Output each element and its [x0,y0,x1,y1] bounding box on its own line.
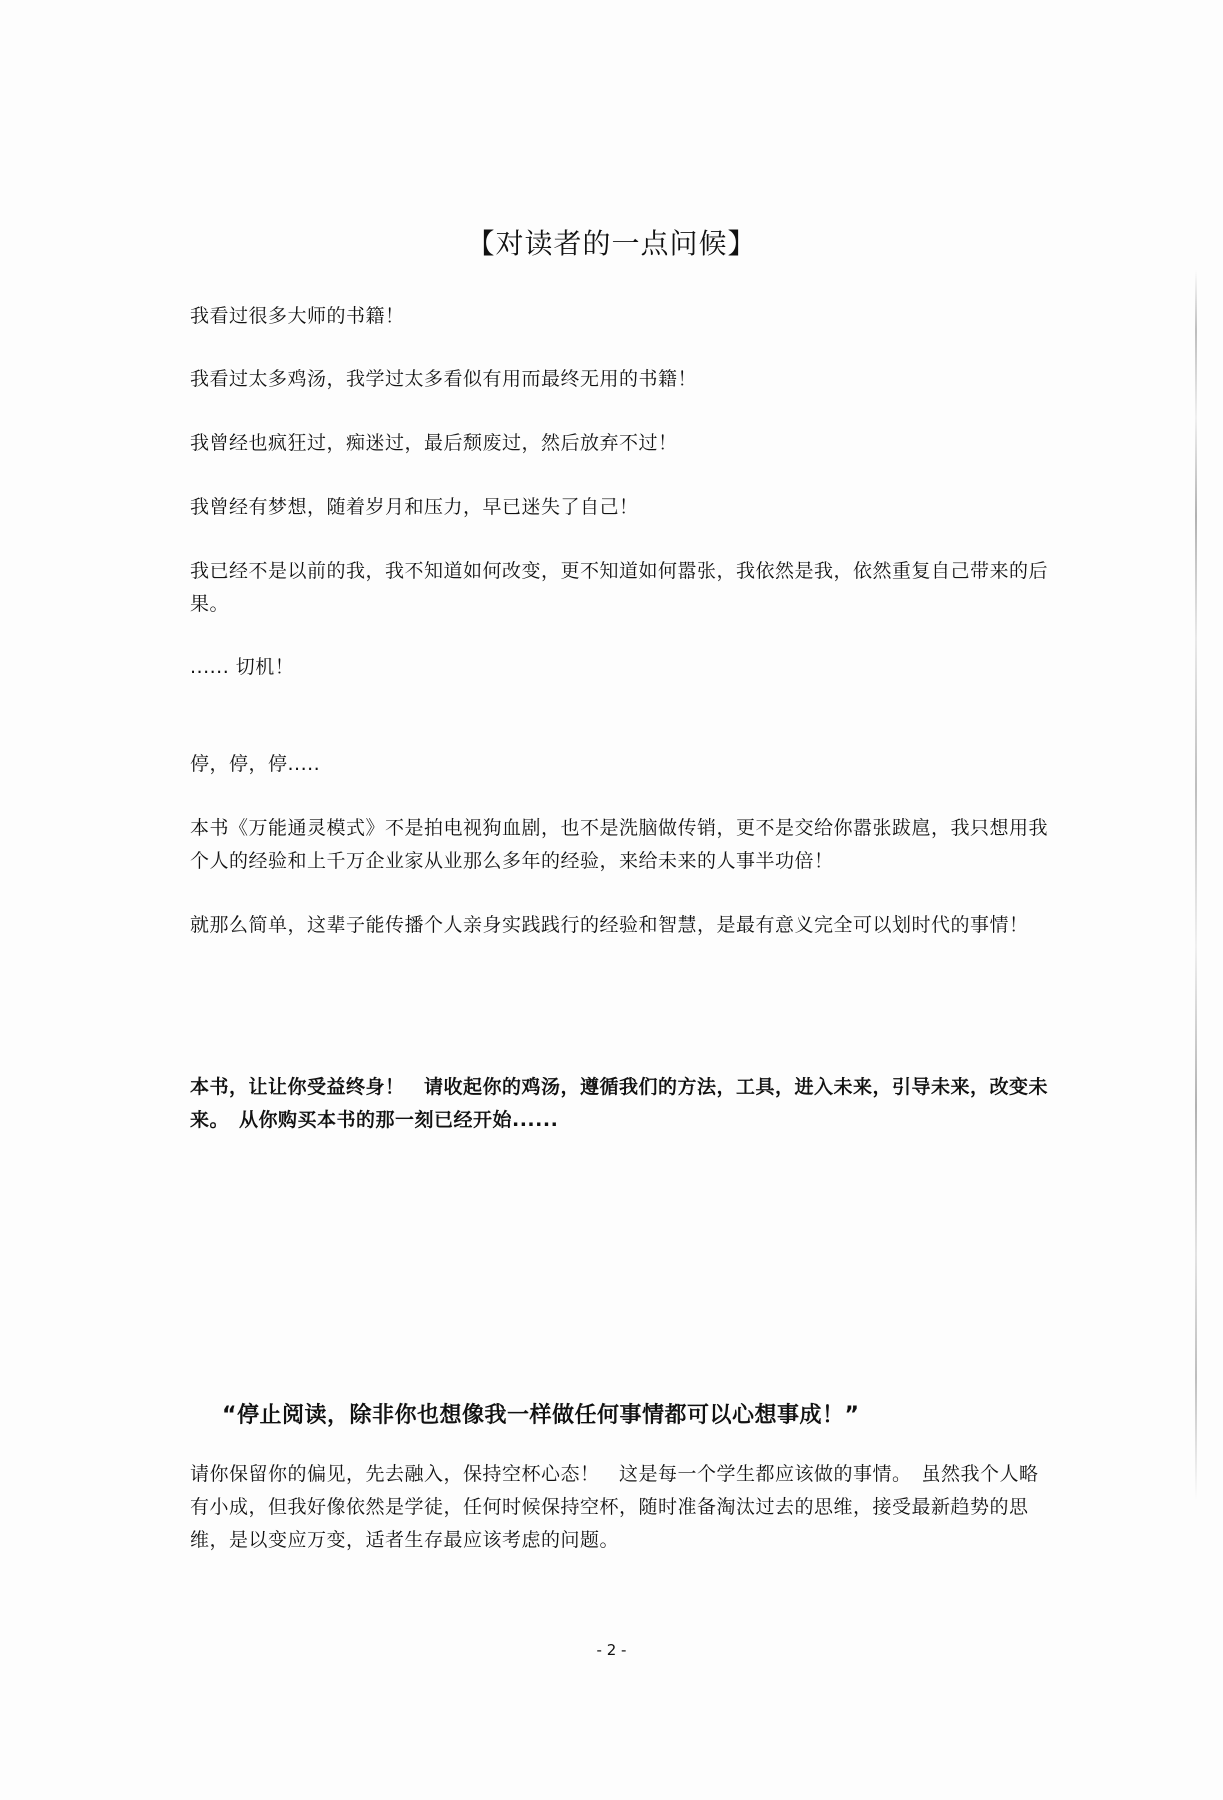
paragraph-6: ...... 切机！ [190,656,295,678]
paragraph-9: 就那么简单，这辈子能传播个人亲身实践践行的经验和智慧，是最有意义完全可以划时代的事情！ [190,914,1029,936]
paragraph-1: 我看过很多大师的书籍！ [190,305,405,327]
bold-paragraph: 本书，让让你受益终身！ 请收起你的鸡汤，遵循我们的方法，工具，进入未来，引导未来，改变未来。 从你购买本书的那一刻已经开始...... [190,1076,1049,1131]
paragraph-8: 本书《万能通灵模式》不是拍电视狗血剧，也不是洗脑做传销，更不是交给你嚣张跋扈，我只想用我个人的经验和上千万企业家从业那么多年的经验，来给未来的人事半功倍！ [190,817,1049,872]
paragraph-5: 我已经不是以前的我，我不知道如何改变，更不知道如何嚣张，我依然是我，依然重复自己带来的后果。 [190,560,1049,615]
scan-edge-shadow [1195,270,1197,1500]
paragraph-7: 停，停，停..... [190,753,321,775]
closing-paragraph: 请你保留你的偏见，先去融入，保持空杯心态！ 这是每一个学生都应该做的事情。 虽然我个人略有小成，但我好像依然是学徒，任何时候保持空杯，随时准备淘汰过去的思维，接受最新趋势的思维，是以变应万变，适者生存最应该考虑的问题。 [190,1463,1039,1551]
page-number: - 2 - [596,1641,627,1659]
paragraph-3: 我曾经也疯狂过，痴迷过，最后颓废过，然后放弃不过！ [190,432,678,454]
paragraph-4: 我曾经有梦想，随着岁月和压力，早已迷失了自己！ [190,496,639,518]
quote-heading: “停止阅读，除非你也想像我一样做任何事情都可以心想事成！” [222,1403,860,1428]
page-title: 【对读者的一点问候】 [466,227,757,260]
paragraph-2: 我看过太多鸡汤，我学过太多看似有用而最终无用的书籍！ [190,368,698,390]
